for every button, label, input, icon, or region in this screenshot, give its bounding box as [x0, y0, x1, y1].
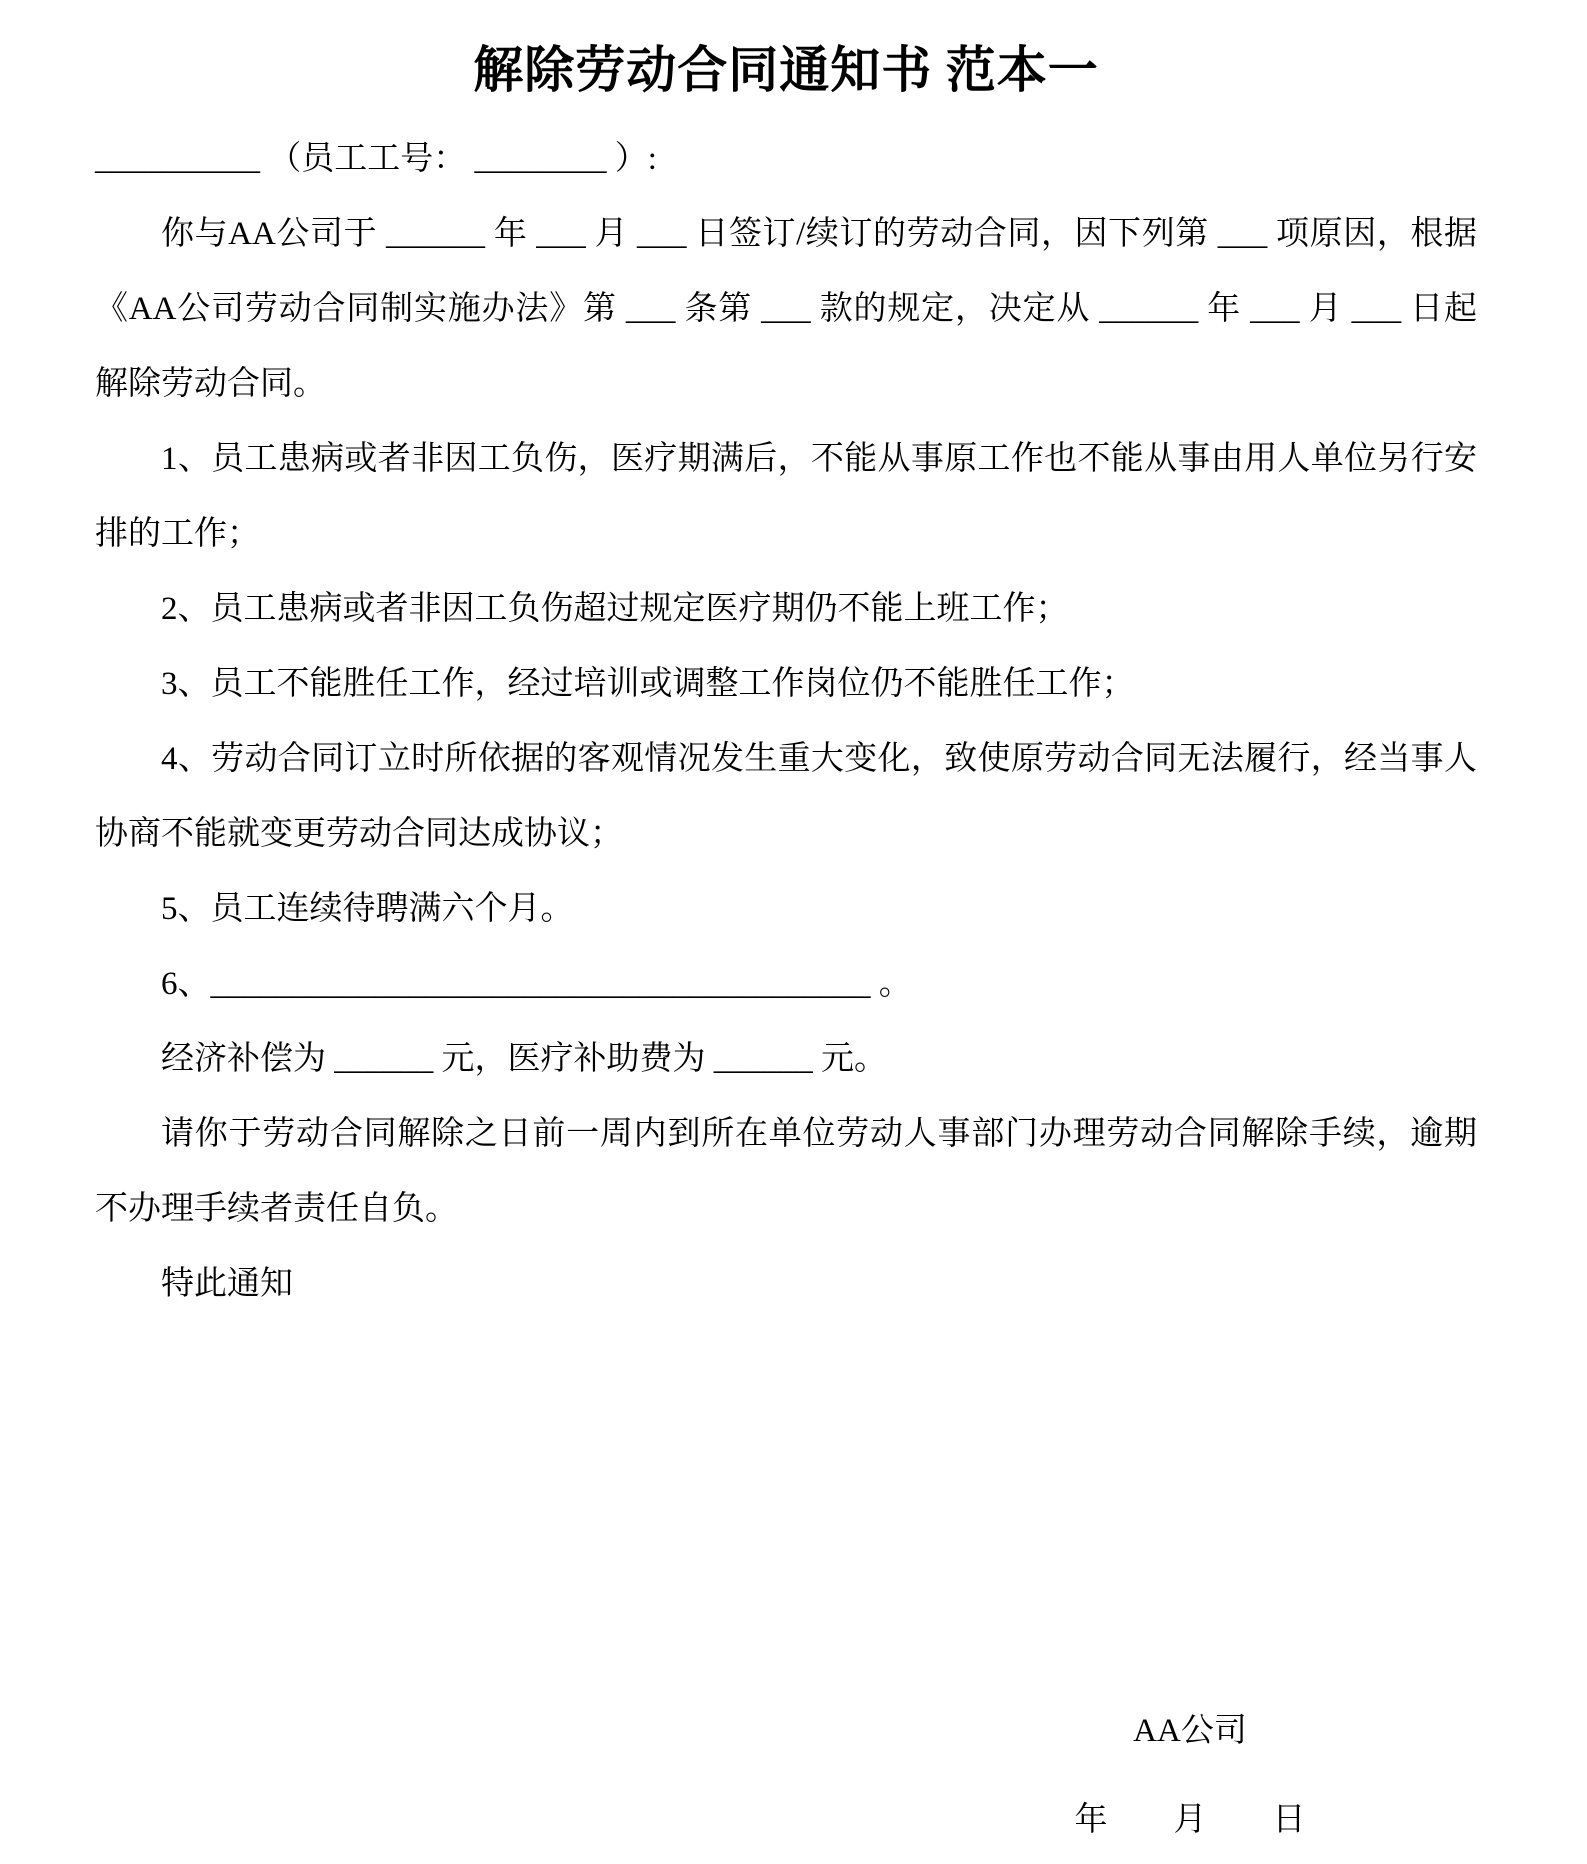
closing-line: 特此通知 — [161, 1266, 293, 1302]
reason-item-6: 6、________________________________________ 。 — [161, 966, 912, 1002]
company-signature: AA公司 — [1133, 1713, 1247, 1749]
compensation-line: 经济补偿为 ______ 元，医疗补助费为 ______ 元。 — [161, 1041, 887, 1077]
signature-block — [975, 1694, 1405, 1858]
reason-item-5: 5、员工连续待聘满六个月。 — [161, 891, 574, 927]
reason-item-2: 2、员工患病或者非因工负伤超过规定医疗期仍不能上班工作； — [161, 591, 1069, 627]
reason-item-1: 1、员工患病或者非因工负伤，医疗期满后，不能从事原工作也不能从事由用人单位另行安排的工作； — [95, 441, 1477, 552]
date-line: 年 月 日 — [1074, 1802, 1306, 1838]
reason-item-4: 4、劳动合同订立时所依据的客观情况发生重大变化，致使原劳动合同无法履行，经当事人协商不能就变更劳动合同达成协议； — [95, 741, 1477, 852]
reason-item-3: 3、员工不能胜任工作，经过培训或调整工作岗位仍不能胜任工作； — [161, 666, 1135, 702]
procedure-notice: 请你于劳动合同解除之日前一周内到所在单位劳动人事部门办理劳动合同解除手续，逾期不办理手续者责任自负。 — [95, 1116, 1477, 1227]
page-title: 解除劳动合同通知书 范本一 — [473, 42, 1099, 98]
recipient-line: __________ （员工工号： ________ ）: — [95, 141, 657, 177]
intro-paragraph: 你与AA公司于 ______ 年 ___ 月 ___ 日签订/续订的劳动合同，因下列第 ___ 项原因，根据《AA公司劳动合同制实施办法》第 ___ 条第 ___ 款的规定，决定从 ______ 年 ___ 月 ___ 日起解除劳动合同。 — [95, 216, 1477, 402]
